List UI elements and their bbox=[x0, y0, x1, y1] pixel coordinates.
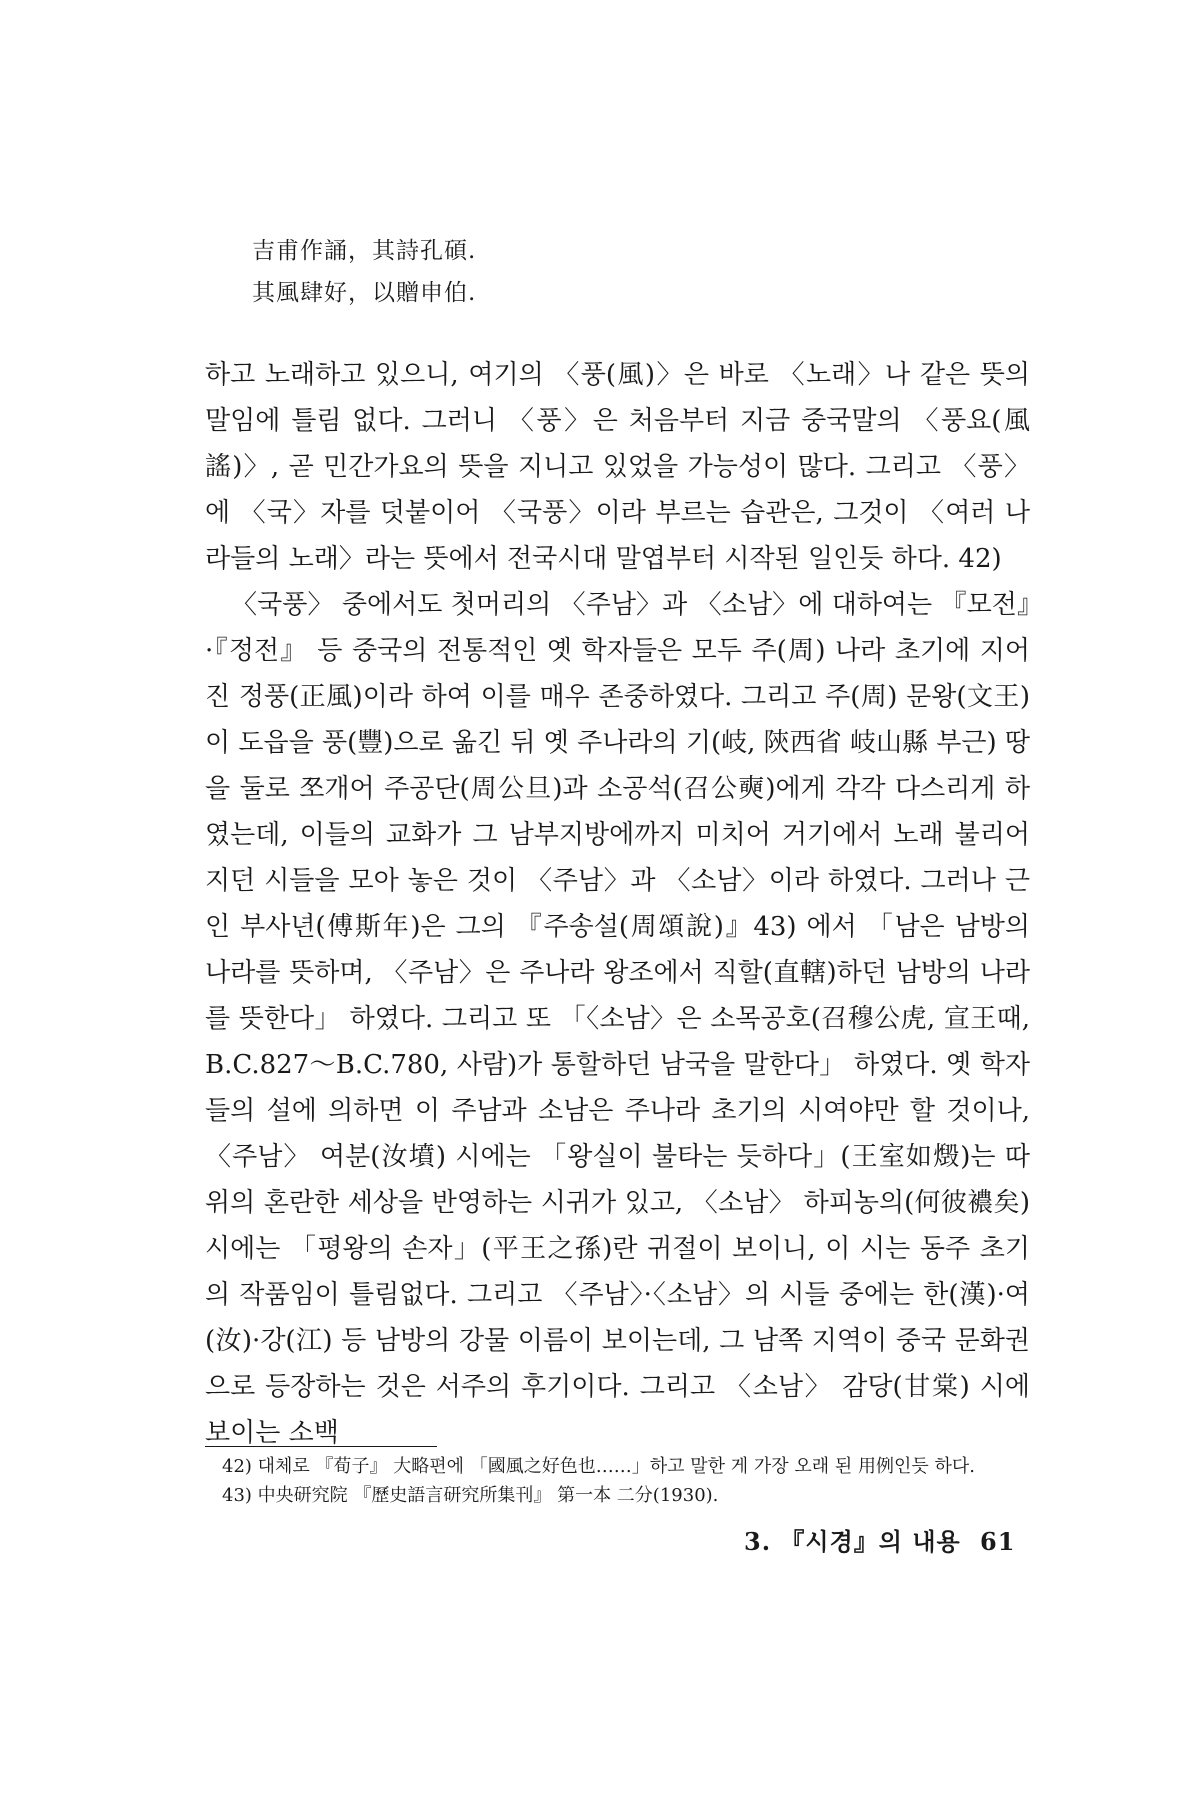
footnote-divider bbox=[205, 1446, 437, 1447]
paragraph: 〈국풍〉 중에서도 첫머리의 〈주남〉과 〈소남〉에 대하여는 『모전』·『정전』 등 중국의 전통적인 옛 학자들은 모두 주(周) 나라 초기에 지어진 정풍(正風)이라 하여 이를 매우 존중하였다. 그리고 주(周) 문왕(文王)이 도읍을 풍(豐)으로 옮긴 뒤 옛 주나라의 기(岐, 陝西省 岐山縣 부근) 땅을 둘로 쪼개어 주공단(周公旦)과 소공석(召公奭)에게 각각 다스리게 하였는데, 이들의 교화가 그 남부지방에까지 미치어 거기에서 노래 불리어지던 시들을 모아 놓은 것이 〈주남〉과 〈소남〉이라 하였다. 그러나 근인 부사년(傅斯年)은 그의 『주송설(周頌說)』43) 에서 「남은 남방의 나라를 뜻하며, 〈주남〉은 주나라 왕조에서 직할(直轄)하던 남방의 나라를 뜻한다」 하였다. 그리고 또 「〈소남〉은 소목공호(召穆公虎, 宣王때, B.C.827～B.C.780, 사람)가 통할하던 남국을 말한다」 하였다. 옛 학자들의 설에 의하면 이 주남과 소남은 주나라 초기의 시여야만 할 것이나, 〈주남〉 여분(汝墳) 시에는 「왕실이 불타는 듯하다」(王室如燬)는 따위의 혼란한 세상을 반영하는 시귀가 있고, 〈소남〉 하피농의(何彼襛矣) 시에는 「평왕의 손자」(平王之孫)란 귀절이 보이니, 이 시는 동주 초기의 작품임이 틀림없다. 그리고 〈주남〉·〈소남〉의 시들 중에는 한(漢)·여(汝)·강(江) 등 남방의 강물 이름이 보이는데, 그 남쪽 지역이 중국 문화권으로 등장하는 것은 서주의 후기이다. 그리고 〈소남〉 감당(甘棠) 시에 보이는 소백 bbox=[205, 590, 1030, 1448]
footnotes bbox=[222, 1452, 1027, 1510]
page-footer bbox=[744, 1522, 1025, 1557]
body-text bbox=[205, 352, 1030, 1456]
classical-chinese-quote bbox=[252, 230, 476, 314]
running-title: 3. 『시경』의 내용 bbox=[744, 1527, 961, 1556]
quote-line: 其風肆好，以贈申伯. bbox=[252, 280, 477, 306]
footnote: 43) 中央研究院 『歷史語言研究所集刊』 第一本 二分(1930). bbox=[222, 1485, 719, 1506]
quote-line: 吉甫作誦，其詩孔碩. bbox=[252, 238, 477, 264]
footnote: 42) 대체로 『荀子』 大略편에 「國風之好色也……」하고 말한 게 가장 오래 된 用例인듯 하다. bbox=[222, 1456, 975, 1477]
paragraph: 하고 노래하고 있으니, 여기의 〈풍(風)〉은 바로 〈노래〉나 같은 뜻의 말임에 틀림 없다. 그러니 〈풍〉은 처음부터 지금 중국말의 〈풍요(風謠)〉, 곧 민간가요의 뜻을 지니고 있었을 가능성이 많다. 그리고 〈풍〉에 〈국〉자를 덧붙이어 〈국풍〉이라 부르는 습관은, 그것이 〈여러 나라들의 노래〉라는 뜻에서 전국시대 말엽부터 시작된 일인듯 하다. 42) bbox=[205, 360, 1030, 574]
page-number: 61 bbox=[980, 1527, 1016, 1556]
